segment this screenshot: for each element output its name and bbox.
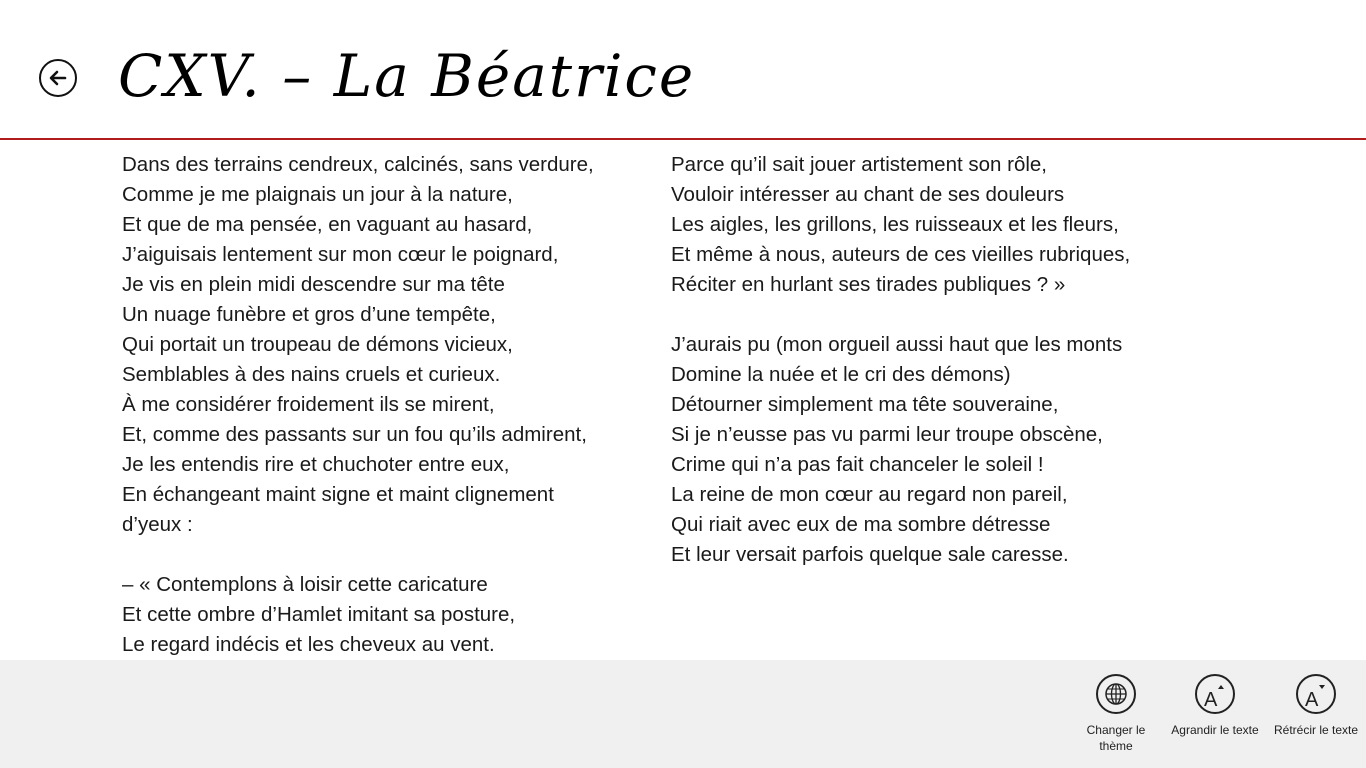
poem-line: Détourner simplement ma tête souveraine,	[671, 393, 1059, 416]
poem-line: Domine la nuée et le cri des démons)	[671, 363, 1011, 386]
poem-line: Comme je me plaignais un jour à la nature,	[122, 183, 513, 206]
poem-stanza	[122, 570, 622, 660]
poem-line: Et cette ombre d’Hamlet imitant sa posture,	[122, 603, 516, 626]
poem-column-left	[122, 150, 622, 660]
poem-line: Le regard indécis et les cheveux au vent.	[122, 633, 495, 656]
decrease-text-label: Rétrécir le texte	[1273, 723, 1359, 737]
poem-line: Parce qu’il sait jouer artistement son rôle,	[671, 153, 1048, 176]
back-button[interactable]	[39, 59, 77, 97]
text-decrease-glyph-icon	[1302, 680, 1330, 708]
poem-line: En échangeant maint signe et maint clignement	[122, 483, 554, 506]
page-title: CXV. – La Béatrice	[118, 42, 696, 110]
title-divider	[0, 138, 1366, 140]
poem-line: Qui riait avec eux de ma sombre détresse	[671, 513, 1051, 536]
text-increase-icon	[1195, 674, 1235, 714]
poem-line: Je vis en plein midi descendre sur ma tête	[122, 273, 505, 296]
poem-line: Qui portait un troupeau de démons vicieux,	[122, 333, 513, 356]
increase-text-label: Agrandir le texte	[1171, 723, 1259, 737]
decrease-text-button[interactable]	[1269, 674, 1363, 738]
poem-stanza	[122, 150, 622, 540]
poem-stanza	[671, 150, 1191, 300]
poem-line: Les aigles, les grillons, les ruisseaux et les fleurs,	[671, 213, 1119, 236]
poem-line: – « Contemplons à loisir cette caricature	[122, 573, 488, 596]
poem-line: Je les entendis rire et chuchoter entre eux,	[122, 453, 510, 476]
increase-text-button[interactable]	[1168, 674, 1262, 738]
poem-column-right	[671, 150, 1191, 600]
change-theme-button[interactable]	[1069, 674, 1163, 754]
poem-line: Dans des terrains cendreux, calcinés, sans verdure,	[122, 153, 594, 176]
change-theme-icon-circle	[1096, 674, 1136, 714]
grow-glyph: A	[1204, 689, 1218, 708]
globe-icon	[1104, 682, 1128, 706]
poem-line: Un nuage funèbre et gros d’une tempête,	[122, 303, 496, 326]
text-decrease-icon	[1296, 674, 1336, 714]
poem-line: Crime qui n’a pas fait chanceler le soleil !	[671, 453, 1044, 476]
poem-line: d’yeux :	[122, 513, 193, 536]
poem-line: Et que de ma pensée, en vaguant au hasard,	[122, 213, 533, 236]
poem-line: Réciter en hurlant ses tirades publiques ? »	[671, 273, 1066, 296]
poem-line: Et même à nous, auteurs de ces vieilles rubriques,	[671, 243, 1131, 266]
poem-line: La reine de mon cœur au regard non pareil,	[671, 483, 1068, 506]
poem-text	[122, 150, 1242, 660]
poem-line: Semblables à des nains cruels et curieux.	[122, 363, 501, 386]
shrink-glyph: A	[1305, 689, 1319, 708]
poem-stanza	[671, 330, 1191, 570]
poem-line: À me considérer froidement ils se mirent,	[122, 393, 495, 416]
poem-line: Et leur versait parfois quelque sale caresse.	[671, 543, 1069, 566]
poem-line: Si je n’eusse pas vu parmi leur troupe obscène,	[671, 423, 1103, 446]
text-increase-glyph-icon	[1201, 680, 1229, 708]
poem-line: Et, comme des passants sur un fou qu’ils admirent,	[122, 423, 587, 446]
poem-line: J’aiguisais lentement sur mon cœur le poignard,	[122, 243, 559, 266]
back-arrow-icon	[48, 68, 68, 88]
poem-line: Vouloir intéresser au chant de ses douleurs	[671, 183, 1065, 206]
app-bar	[0, 660, 1366, 768]
poem-line: J’aurais pu (mon orgueil aussi haut que les monts	[671, 333, 1123, 356]
change-theme-label: Changer le thème	[1086, 723, 1146, 753]
